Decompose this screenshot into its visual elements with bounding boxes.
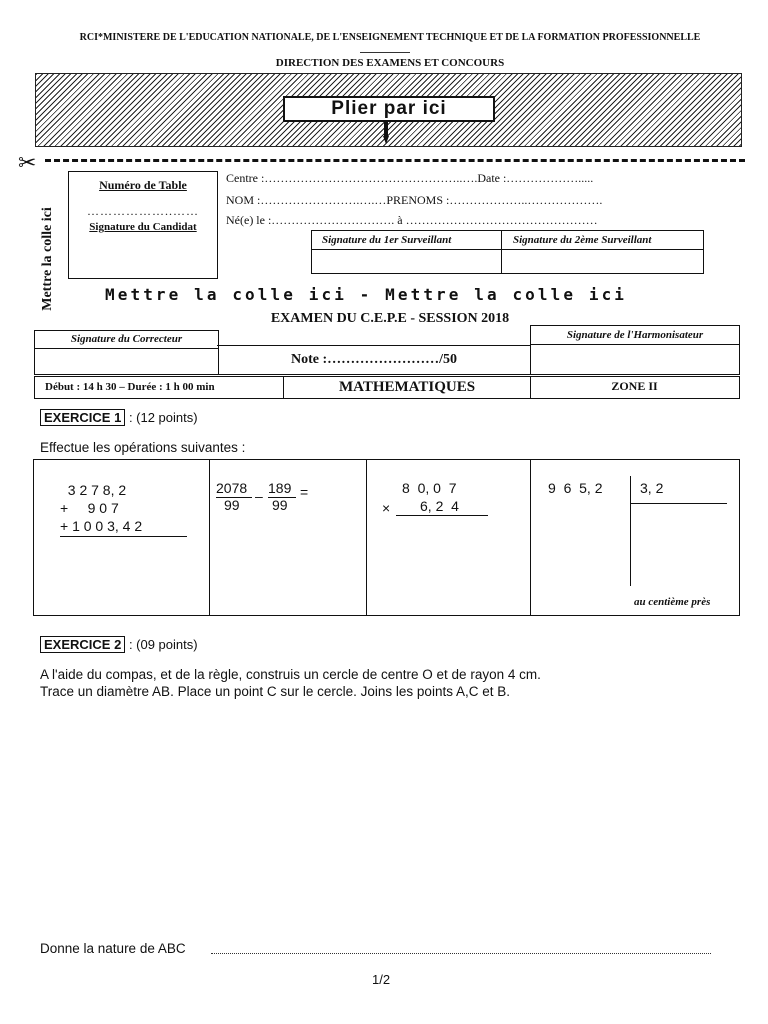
name-field[interactable]: NOM :…………………….….…PRENOMS :………………..………………. <box>226 193 603 207</box>
exercise-1-heading <box>40 410 198 425</box>
surveillant-2-label: Signature du 2ème Surveillant <box>513 234 652 246</box>
exercise-1-points: : (12 points) <box>128 410 198 425</box>
corrector-signature-box <box>34 330 219 375</box>
fraction-1-numerator: 2078 <box>216 480 248 496</box>
birth-field[interactable]: Né(e) le :…………………………. à ………………………………………… <box>226 213 598 227</box>
division-horizontal-bar <box>631 503 727 504</box>
harmonizer-label: Signature de l'Harmonisateur <box>531 326 739 345</box>
divisor: 3, 2 <box>640 480 664 496</box>
exercise-2-tag: EXERCICE 2 <box>40 636 125 653</box>
surveillant-signature-box <box>311 230 704 274</box>
zone: ZONE II <box>611 379 658 393</box>
glue-side-label: Mettre la colle ici <box>40 207 55 311</box>
harmonizer-signature-box <box>530 325 740 375</box>
note-box <box>217 345 531 375</box>
subject: MATHEMATIQUES <box>284 377 531 398</box>
addition-line-3: + 1 0 0 3, 4 2 <box>60 518 143 534</box>
candidate-signature-label: Signature du Candidat <box>89 221 197 233</box>
multiplication-rule <box>396 515 488 516</box>
operations-grid <box>33 459 740 616</box>
table-number-field[interactable]: ………………..…… <box>87 204 199 218</box>
cut-line <box>45 159 745 162</box>
centre-date-field[interactable]: Centre :…………………………………………..….Date :………………..... <box>226 171 594 185</box>
exam-title: EXAMEN DU C.E.P.E - SESSION 2018 <box>270 311 510 326</box>
fraction-2-denominator: 99 <box>272 497 288 513</box>
corrector-label: Signature du Correcteur <box>35 331 218 349</box>
table-number-box <box>68 171 218 279</box>
direction-header: DIRECTION DES EXAMENS ET CONCOURS <box>275 57 505 69</box>
fraction-2-numerator: 189 <box>268 480 292 496</box>
note-field[interactable]: Note :……………………/50 <box>291 352 458 367</box>
multiplication-top: 8 0, 0 7 <box>402 480 457 496</box>
divider <box>360 52 410 53</box>
dividend: 9 6 5, 2 <box>548 480 603 496</box>
precision-note: au centième près <box>634 596 711 608</box>
timing: Début : 14 h 30 – Durée : 1 h 00 min <box>35 377 284 398</box>
fraction-1-denominator: 99 <box>224 497 240 513</box>
exercise-2-question: Donne la nature de ABC <box>40 941 186 956</box>
exercise-2-heading <box>40 637 198 652</box>
exam-info-bar <box>34 376 740 399</box>
ministry-header: RCI*MINISTERE DE L'EDUCATION NATIONALE, DE L'ENSEIGNEMENT TECHNIQUE ET DE LA FORMATION PROFESSIONNELLE <box>79 32 701 43</box>
fold-label: Plier par ici <box>283 96 495 122</box>
multiplication-bottom: 6, 2 4 <box>420 498 459 514</box>
exercise-2-line-1: A l'aide du compas, et de la règle, construis un cercle de centre O et de rayon 4 cm. <box>40 667 541 682</box>
division-vertical-bar <box>630 476 631 586</box>
addition-rule <box>60 536 187 537</box>
glue-line: Mettre la colle ici - Mettre la colle ici <box>105 285 628 304</box>
exercise-1-tag: EXERCICE 1 <box>40 409 125 426</box>
answer-line[interactable] <box>211 953 711 954</box>
exercise-2-line-2: Trace un diamètre AB. Place un point C sur le cercle. Joins les points A,C et B. <box>40 684 510 699</box>
surveillant-1-label: Signature du 1er Surveillant <box>322 234 452 246</box>
minus-sign: – <box>255 488 263 504</box>
addition-line-2: + 9 0 7 <box>60 500 119 516</box>
exercise-2-points: : (09 points) <box>128 637 198 652</box>
table-number-label: Numéro de Table <box>99 178 187 192</box>
exercise-1-instruction: Effectue les opérations suivantes : <box>40 440 246 455</box>
equals-sign: = <box>300 484 309 500</box>
page-number: 1/2 <box>372 972 391 987</box>
scissors-icon: ✂ <box>18 150 37 175</box>
arrow-down-icon <box>383 120 389 144</box>
multiplication-sign: × <box>382 500 391 516</box>
addition-line-1: 3 2 7 8, 2 <box>60 482 127 498</box>
